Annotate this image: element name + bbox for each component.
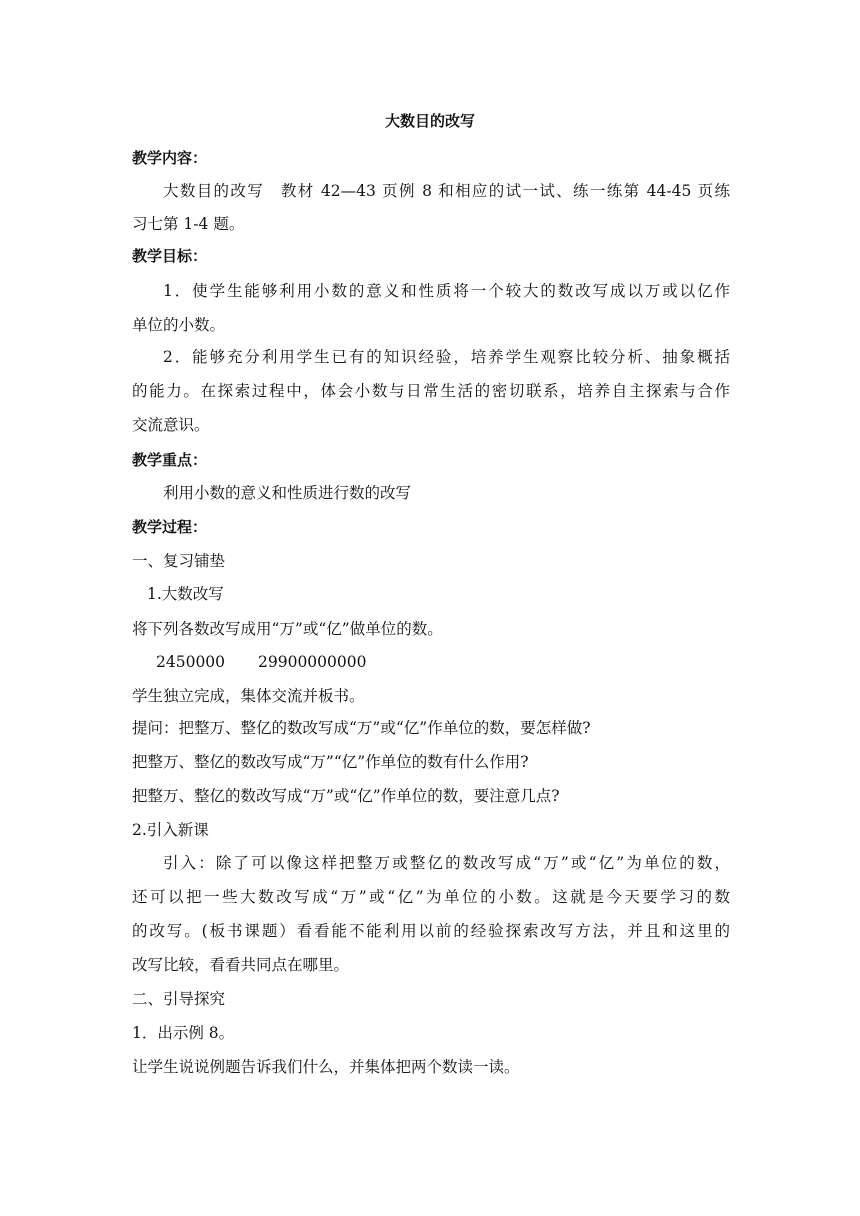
- intro-line-3: 的改写。(板书课题）看看能不能利用以前的经验探索改写方法，并且和这里的: [132, 922, 730, 940]
- heading-teaching-goals: 教学目标：: [132, 247, 208, 265]
- content-line-1: 大数目的改写 教材 42—43 页例 8 和相应的试一试、练一练第 44-45 页练: [163, 182, 730, 200]
- intro-line-1: 引入：除了可以像这样把整万或整亿的数改写成“万”或“亿”为单位的数，: [163, 854, 730, 872]
- heading-teaching-content: 教学内容：: [132, 149, 208, 167]
- intro-line-2: 还可以把一些大数改写成“万”或“亿”为单位的小数。这就是今天要学习的数: [132, 888, 730, 906]
- question-1: 提问：把整万、整亿的数改写成“万”或“亿”作单位的数，要怎样做?: [132, 719, 591, 737]
- goal-2-line-2: 的能力。在探索过程中，体会小数与日常生活的密切联系，培养自主探索与合作: [132, 382, 730, 400]
- goal-1-line-1: 1．使学生能够利用小数的意义和性质将一个较大的数改写成以万或以亿作: [163, 282, 730, 300]
- number-a: 2450000: [156, 653, 226, 671]
- subsection-2-heading: 2.引入新课: [132, 821, 209, 839]
- last-line: 让学生说说例题告诉我们什么，并集体把两个数读一读。: [132, 1058, 520, 1076]
- goal-2-line-3: 交流意识。: [132, 416, 210, 434]
- section-2-heading: 二、引导探究: [132, 990, 226, 1008]
- example-8-text: 1．出示例 8。: [132, 1024, 235, 1042]
- content-line-2: 习七第 1-4 题。: [132, 215, 245, 233]
- question-3: 把整万、整亿的数改写成“万”或“亿”作单位的数，要注意几点?: [132, 787, 560, 805]
- heading-teaching-focus: 教学重点：: [132, 451, 208, 469]
- task-text: 将下列各数改写成用“万”或“亿”做单位的数。: [132, 620, 443, 638]
- page-title: 大数目的改写: [384, 112, 475, 130]
- question-2: 把整万、整亿的数改写成“万”“亿”作单位的数有什么作用?: [132, 753, 529, 771]
- focus-line-1: 利用小数的意义和性质进行数的改写: [163, 484, 412, 502]
- heading-teaching-process: 教学过程：: [132, 518, 208, 536]
- intro-line-4: 改写比较，看看共同点在哪里。: [132, 956, 350, 974]
- goal-2-line-1: 2．能够充分利用学生已有的知识经验，培养学生观察比较分析、抽象概括: [163, 348, 730, 366]
- section-1-heading: 一、复习铺垫: [132, 552, 226, 570]
- subsection-1-heading: 1.大数改写: [147, 585, 224, 603]
- goal-1-line-2: 单位的小数。: [132, 316, 226, 334]
- independent-work-text: 学生独立完成，集体交流并板书。: [132, 687, 365, 705]
- number-b: 29900000000: [258, 653, 367, 671]
